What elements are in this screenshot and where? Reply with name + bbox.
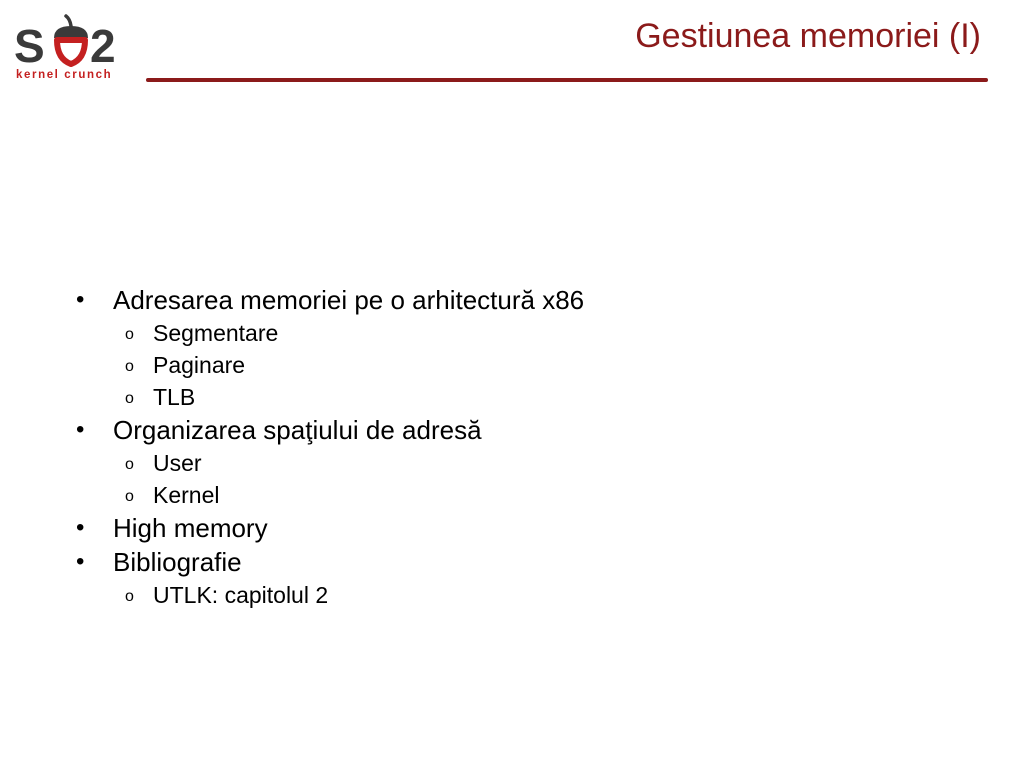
so2-logo xyxy=(14,12,134,84)
slide-title: Gestiunea memoriei (I) xyxy=(635,17,981,55)
sub-bullet-text: UTLK: capitolul 2 xyxy=(153,582,329,608)
sub-bullet-item xyxy=(0,349,1023,381)
title-divider xyxy=(146,78,988,82)
bullet-marker: • xyxy=(76,514,85,541)
bullet-text: Adresarea memoriei pe o arhitectură x86 xyxy=(113,285,585,315)
bullet-text: Bibliografie xyxy=(113,547,242,577)
sub-bullet-item xyxy=(0,317,1023,349)
logo-graphic xyxy=(14,12,134,84)
logo-tagline: kernel crunch xyxy=(16,69,113,81)
sub-bullet-item xyxy=(0,579,1023,611)
sub-bullet-text: Paginare xyxy=(153,352,246,378)
acorn-icon xyxy=(54,16,88,64)
sub-bullet-text: User xyxy=(153,450,202,476)
bullet-item xyxy=(0,545,1023,579)
sub-bullet-marker: o xyxy=(125,390,134,407)
bullet-list xyxy=(0,283,1023,611)
sub-bullet-item xyxy=(0,381,1023,413)
sub-bullet-item xyxy=(0,447,1023,479)
logo-mark-right: 2 xyxy=(90,20,116,72)
logo-mark-left: S xyxy=(14,20,45,72)
bullet-item xyxy=(0,283,1023,317)
sub-bullet-text: TLB xyxy=(153,384,196,410)
bullet-marker: • xyxy=(76,286,85,313)
sub-bullet-marker: o xyxy=(125,488,134,505)
bullet-marker: • xyxy=(76,416,85,443)
sub-bullet-marker: o xyxy=(125,358,134,375)
sub-bullet-marker: o xyxy=(125,456,134,473)
bullet-item xyxy=(0,413,1023,447)
bullet-text: Organizarea spaţiului de adresă xyxy=(113,415,482,445)
bullet-text: High memory xyxy=(113,513,268,543)
bullet-marker: • xyxy=(76,548,85,575)
sub-bullet-item xyxy=(0,479,1023,511)
bullet-item xyxy=(0,511,1023,545)
sub-bullet-marker: o xyxy=(125,326,134,343)
sub-bullet-marker: o xyxy=(125,588,134,605)
sub-bullet-text: Segmentare xyxy=(153,320,279,346)
sub-bullet-text: Kernel xyxy=(153,482,220,508)
